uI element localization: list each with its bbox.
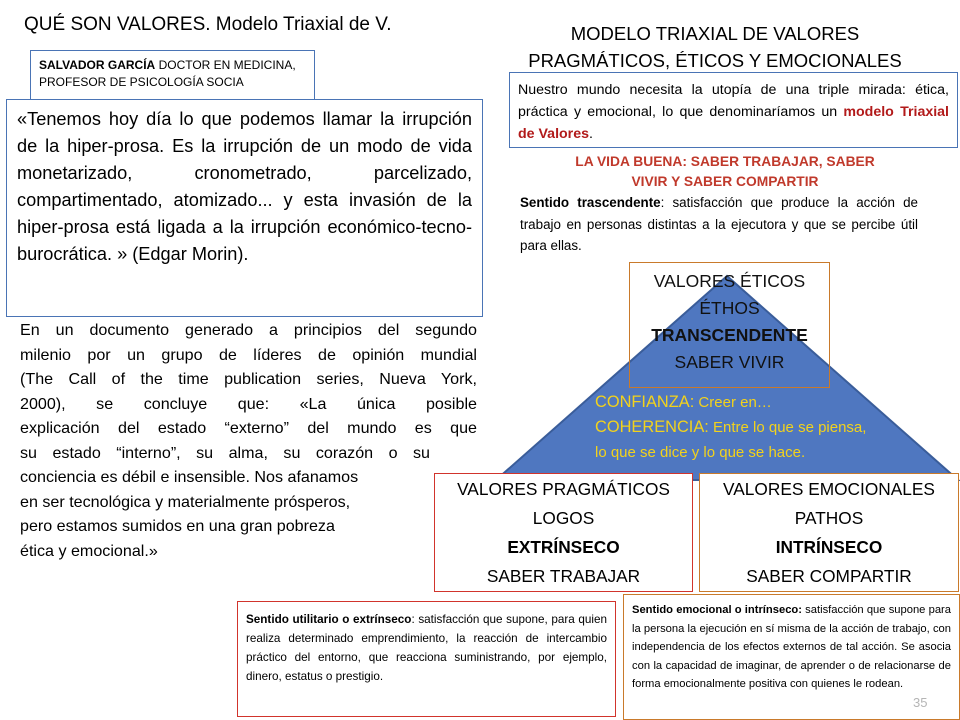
vida-buena-line-2: VIVIR Y SABER COMPARTIR [631, 174, 819, 189]
intro-text: Nuestro mundo necesita la utopía de una triple mirada: ética, práctica y emocional, lo que denominaríamos un [518, 82, 949, 120]
call-line: explicación del estado “externo” del mundo es que [20, 419, 477, 437]
call-line: pero estamos sumidos en una gran pobreza [20, 517, 335, 535]
author-line-1 [39, 57, 306, 74]
vida-buena-line-1: LA VIDA BUENA: SABER TRABAJAR, SABER [575, 154, 875, 169]
page-title-left: QUÉ SON VALORES. Modelo Triaxial de V. [24, 14, 392, 35]
intro-end: . [588, 126, 593, 142]
call-line: conciencia es débil e insensible. Nos afanamos [20, 468, 359, 486]
pragmaticos-logos: LOGOS [532, 508, 595, 528]
morin-quote-box [6, 99, 483, 317]
valores-pragmaticos-box [434, 473, 693, 592]
coherencia-label: COHERENCIA: [595, 418, 709, 436]
title-right-line-2: PRAGMÁTICOS, ÉTICOS Y EMOCIONALES [528, 50, 902, 71]
coherencia-text: Entre lo que se piensa, [708, 419, 867, 436]
author-role-line-1: DOCTOR EN MEDICINA, [155, 58, 296, 72]
confianza-text: Creer en… [694, 394, 772, 411]
author-name: SALVADOR GARCÍA [39, 58, 156, 72]
sentido-utilitario-label: Sentido utilitario o extrínseco [246, 613, 412, 626]
sentido-emocional-box [623, 594, 960, 720]
sentido-emocional-label: Sentido emocional o intrínseco: [632, 604, 802, 616]
coherencia-line-3: lo que se dice y lo que se hace. [595, 444, 806, 461]
call-line: (The Call of the time publication series, Nueva York, [20, 370, 477, 388]
call-line: su estado “interno”, su alma, su corazón o su [20, 443, 430, 462]
eticos-transcendente: TRANSCENDENTE [651, 325, 808, 345]
confianza-line [595, 390, 935, 415]
emocionales-saber-compartir: SABER COMPARTIR [746, 566, 912, 586]
emocionales-title: VALORES EMOCIONALES [723, 479, 935, 499]
eticos-ethos: ÉTHOS [699, 298, 760, 318]
morin-quote-text: «Tenemos hoy día lo que podemos llamar la irrupción de la hiper-prosa. Es la irrupción de un modo de vida monetarizado, cronometrado, parcelizado, compartimentado, atomizado... y esta invasión de la hiper-prosa está ligada a la irrupción económico-tecno-burocrática. » (Edgar Morin). [17, 109, 472, 264]
title-right-line-1: MODELO TRIAXIAL DE VALORES [570, 23, 860, 44]
eticos-title: VALORES ÉTICOS [653, 271, 806, 291]
sentido-emocional-body: satisfacción que supone para la persona la ejecución en sí misma de la acción de trabajo, con independencia de los efectos externos de tal acción. Se asocia con la capacidad de imaginar, de aprender o de relacionarse de forma emocionalmente positiva con quienes le rodean. [632, 604, 951, 690]
triple-mirada-box [509, 72, 958, 148]
call-of-time-paragraph [20, 318, 477, 563]
sentido-trascendente-body: : satisfacción que produce la acción de trabajo en personas distintas a la ejecutora y que se percibe útil para ellas. [520, 195, 918, 253]
vida-buena-heading [515, 152, 935, 192]
valores-eticos-box [629, 262, 830, 388]
eticos-saber-vivir: SABER VIVIR [674, 352, 785, 372]
page-title-right [500, 20, 930, 74]
call-line: En un documento generado a principios del segundo [20, 321, 477, 339]
call-line: milenio por un grupo de líderes de opinión mundial [20, 345, 477, 364]
pragmaticos-saber-trabajar: SABER TRABAJAR [486, 566, 641, 586]
sentido-utilitario-box [237, 601, 616, 717]
pragmaticos-title: VALORES PRAGMÁTICOS [457, 479, 670, 499]
author-box [30, 50, 315, 100]
sentido-trascendente-text [520, 192, 918, 257]
author-role-line-2: PROFESOR DE PSICOLOGÍA SOCIA [39, 75, 244, 89]
intro-highlight: modelo Triaxial de Valores [518, 104, 949, 142]
call-line: ética y emocional.» [20, 541, 158, 560]
emocionales-intrinseco: INTRÍNSECO [775, 537, 883, 557]
page-number: 35 [913, 695, 928, 710]
sentido-utilitario-body: : satisfacción que supone, para quien realiza determinado emprendimiento, la reacción de intercambio práctico del entorno, que reacciona suministrando, por ejemplo, dinero, estatus o prestigio. [246, 613, 607, 683]
valores-emocionales-box [699, 473, 959, 592]
confianza-coherencia-block [595, 390, 935, 465]
call-line: en ser tecnológica y materialmente prósperos, [20, 492, 351, 511]
emocionales-pathos: PATHOS [794, 508, 864, 528]
call-line: 2000), se concluye que: «La única posible [20, 394, 477, 413]
coherencia-line [595, 415, 935, 440]
pragmaticos-extrinseco: EXTRÍNSECO [507, 537, 620, 557]
sentido-trascendente-label: Sentido trascendente [520, 195, 661, 210]
confianza-label: CONFIANZA: [595, 393, 695, 411]
